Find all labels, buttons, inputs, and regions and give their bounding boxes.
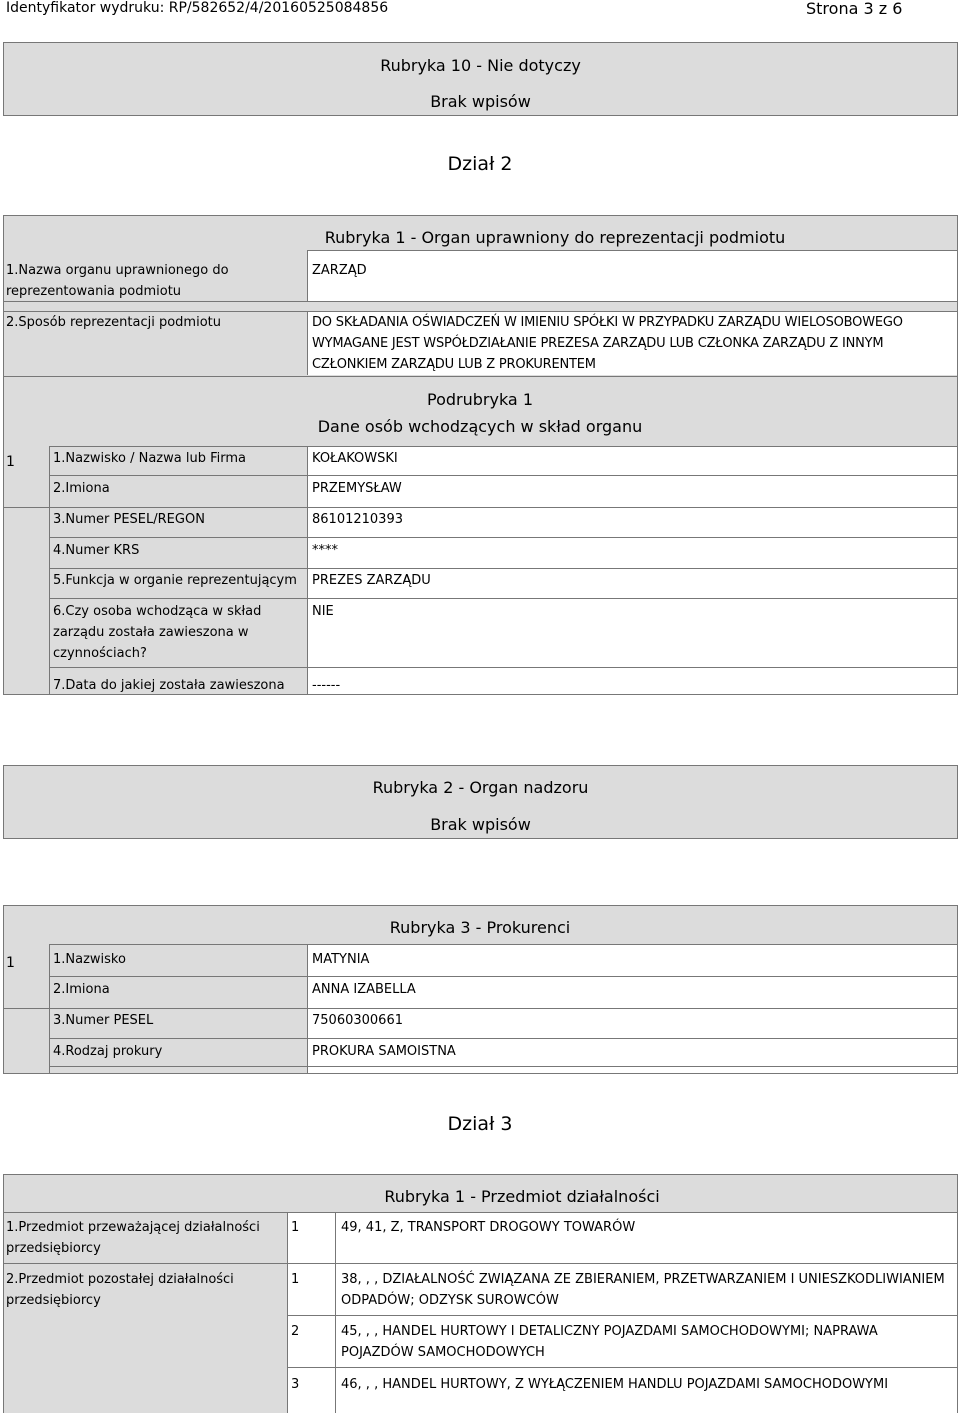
podrubryka-subtitle: Dane osób wchodzących w skład organu [317, 417, 643, 436]
prokurent-imiona-value: ANNA IZABELLA [312, 982, 416, 997]
sposob-label: 2.Sposób reprezentacji podmiotu [6, 315, 221, 330]
dzial3-rubryka1-title: Rubryka 1 - Przedmiot działalności [384, 1187, 660, 1206]
przewazajacy-1-text: 49, 41, Z, TRANSPORT DROGOWY TOWARÓW [341, 1220, 636, 1235]
pozostaly-2-n: 2 [291, 1324, 300, 1339]
przewazajacy-1-n: 1 [291, 1220, 300, 1235]
zawieszona-value: NIE [312, 604, 334, 619]
rubryka2-empty: Brak wpisów [430, 815, 531, 834]
print-identifier: Identyfikator wydruku: RP/582652/4/20160525084856 [6, 0, 389, 16]
sposob-value: DO SKŁADANIA OŚWIADCZEŃ W IMIENIU SPÓŁKI W PRZYPADKU ZARZĄDU WIELOSOBOWEGO WYMAGANE JEST WSPÓŁDZIAŁANIE PREZESA ZARZĄDU LUB CZŁONKA ZARZĄDU Z INNYM CZŁONKIEM ZARZĄDU LUB Z PROKURENTEM [312, 315, 903, 372]
data-zawieszenia-value: ------ [312, 678, 341, 693]
funkcja-value: PREZES ZARZĄDU [312, 573, 431, 588]
nazwisko-label: 1.Nazwisko / Nazwa lub Firma [53, 451, 246, 466]
prokura-label: 4.Rodzaj prokury [53, 1044, 163, 1059]
rubryka2-title: Rubryka 2 - Organ nadzoru [372, 778, 589, 797]
pesel-value: 86101210393 [312, 512, 403, 527]
prokurent-nazwisko-value: MATYNIA [312, 952, 370, 967]
prokurent-imiona-label: 2.Imiona [53, 982, 110, 997]
organ-value: ZARZĄD [312, 263, 367, 278]
organ-label: 1.Nazwa organu uprawnionego do reprezentowania podmiotu [6, 263, 229, 299]
pozostaly-3-text: 46, , , HANDEL HURTOWY, Z WYŁĄCZENIEM HANDLU POJAZDAMI SAMOCHODOWYMI [341, 1377, 889, 1392]
zawieszona-label: 6.Czy osoba wchodząca w skład zarządu została zawieszona w czynnościach? [53, 604, 262, 661]
podrubryka-title: Podrubryka 1 [427, 390, 533, 409]
data-zawieszenia-label: 7.Data do jakiej została zawieszona [53, 678, 285, 693]
imiona-label: 2.Imiona [53, 481, 110, 496]
przewazajacy-label: 1.Przedmiot przeważającej działalności przedsiębiorcy [6, 1220, 260, 1256]
rubryka3-title: Rubryka 3 - Prokurenci [389, 918, 571, 937]
prokurent-pesel-value: 75060300661 [312, 1013, 403, 1028]
prokurent-index: 1 [6, 955, 15, 971]
imiona-value: PRZEMYSŁAW [312, 481, 402, 496]
krs-label: 4.Numer KRS [53, 543, 140, 558]
person-index: 1 [6, 454, 15, 470]
rubryka10-empty: Brak wpisów [430, 92, 531, 111]
pesel-label: 3.Numer PESEL/REGON [53, 512, 205, 527]
prokurent-nazwisko-label: 1.Nazwisko [53, 952, 126, 967]
page-number: Strona 3 z 6 [806, 0, 903, 18]
rubryka10-title: Rubryka 10 - Nie dotyczy [380, 56, 581, 75]
prokura-value: PROKURA SAMOISTNA [312, 1044, 456, 1059]
prokurent-pesel-label: 3.Numer PESEL [53, 1013, 154, 1028]
pozostaly-1-text: 38, , , DZIAŁALNOŚĆ ZWIĄZANA ZE ZBIERANIEM, PRZETWARZANIEM I UNIESZKODLIWIANIEM ODPADÓW; ODZYSK SUROWCÓW [341, 1272, 945, 1308]
funkcja-label: 5.Funkcja w organie reprezentującym [53, 573, 297, 588]
pozostaly-3-n: 3 [291, 1377, 300, 1392]
dzial2-title: Dział 2 [447, 153, 513, 175]
pozostaly-2-text: 45, , , HANDEL HURTOWY I DETALICZNY POJAZDAMI SAMOCHODOWYMI; NAPRAWA POJAZDÓW SAMOCHODOWYCH [341, 1324, 878, 1360]
nazwisko-value: KOŁAKOWSKI [312, 451, 398, 466]
pozostaly-label: 2.Przedmiot pozostałej działalności przedsiębiorcy [6, 1272, 234, 1308]
rubryka1-title: Rubryka 1 - Organ uprawniony do reprezentacji podmiotu [324, 228, 786, 247]
pozostaly-1-n: 1 [291, 1272, 300, 1287]
krs-value: **** [312, 543, 338, 558]
dzial3-title: Dział 3 [447, 1113, 513, 1135]
